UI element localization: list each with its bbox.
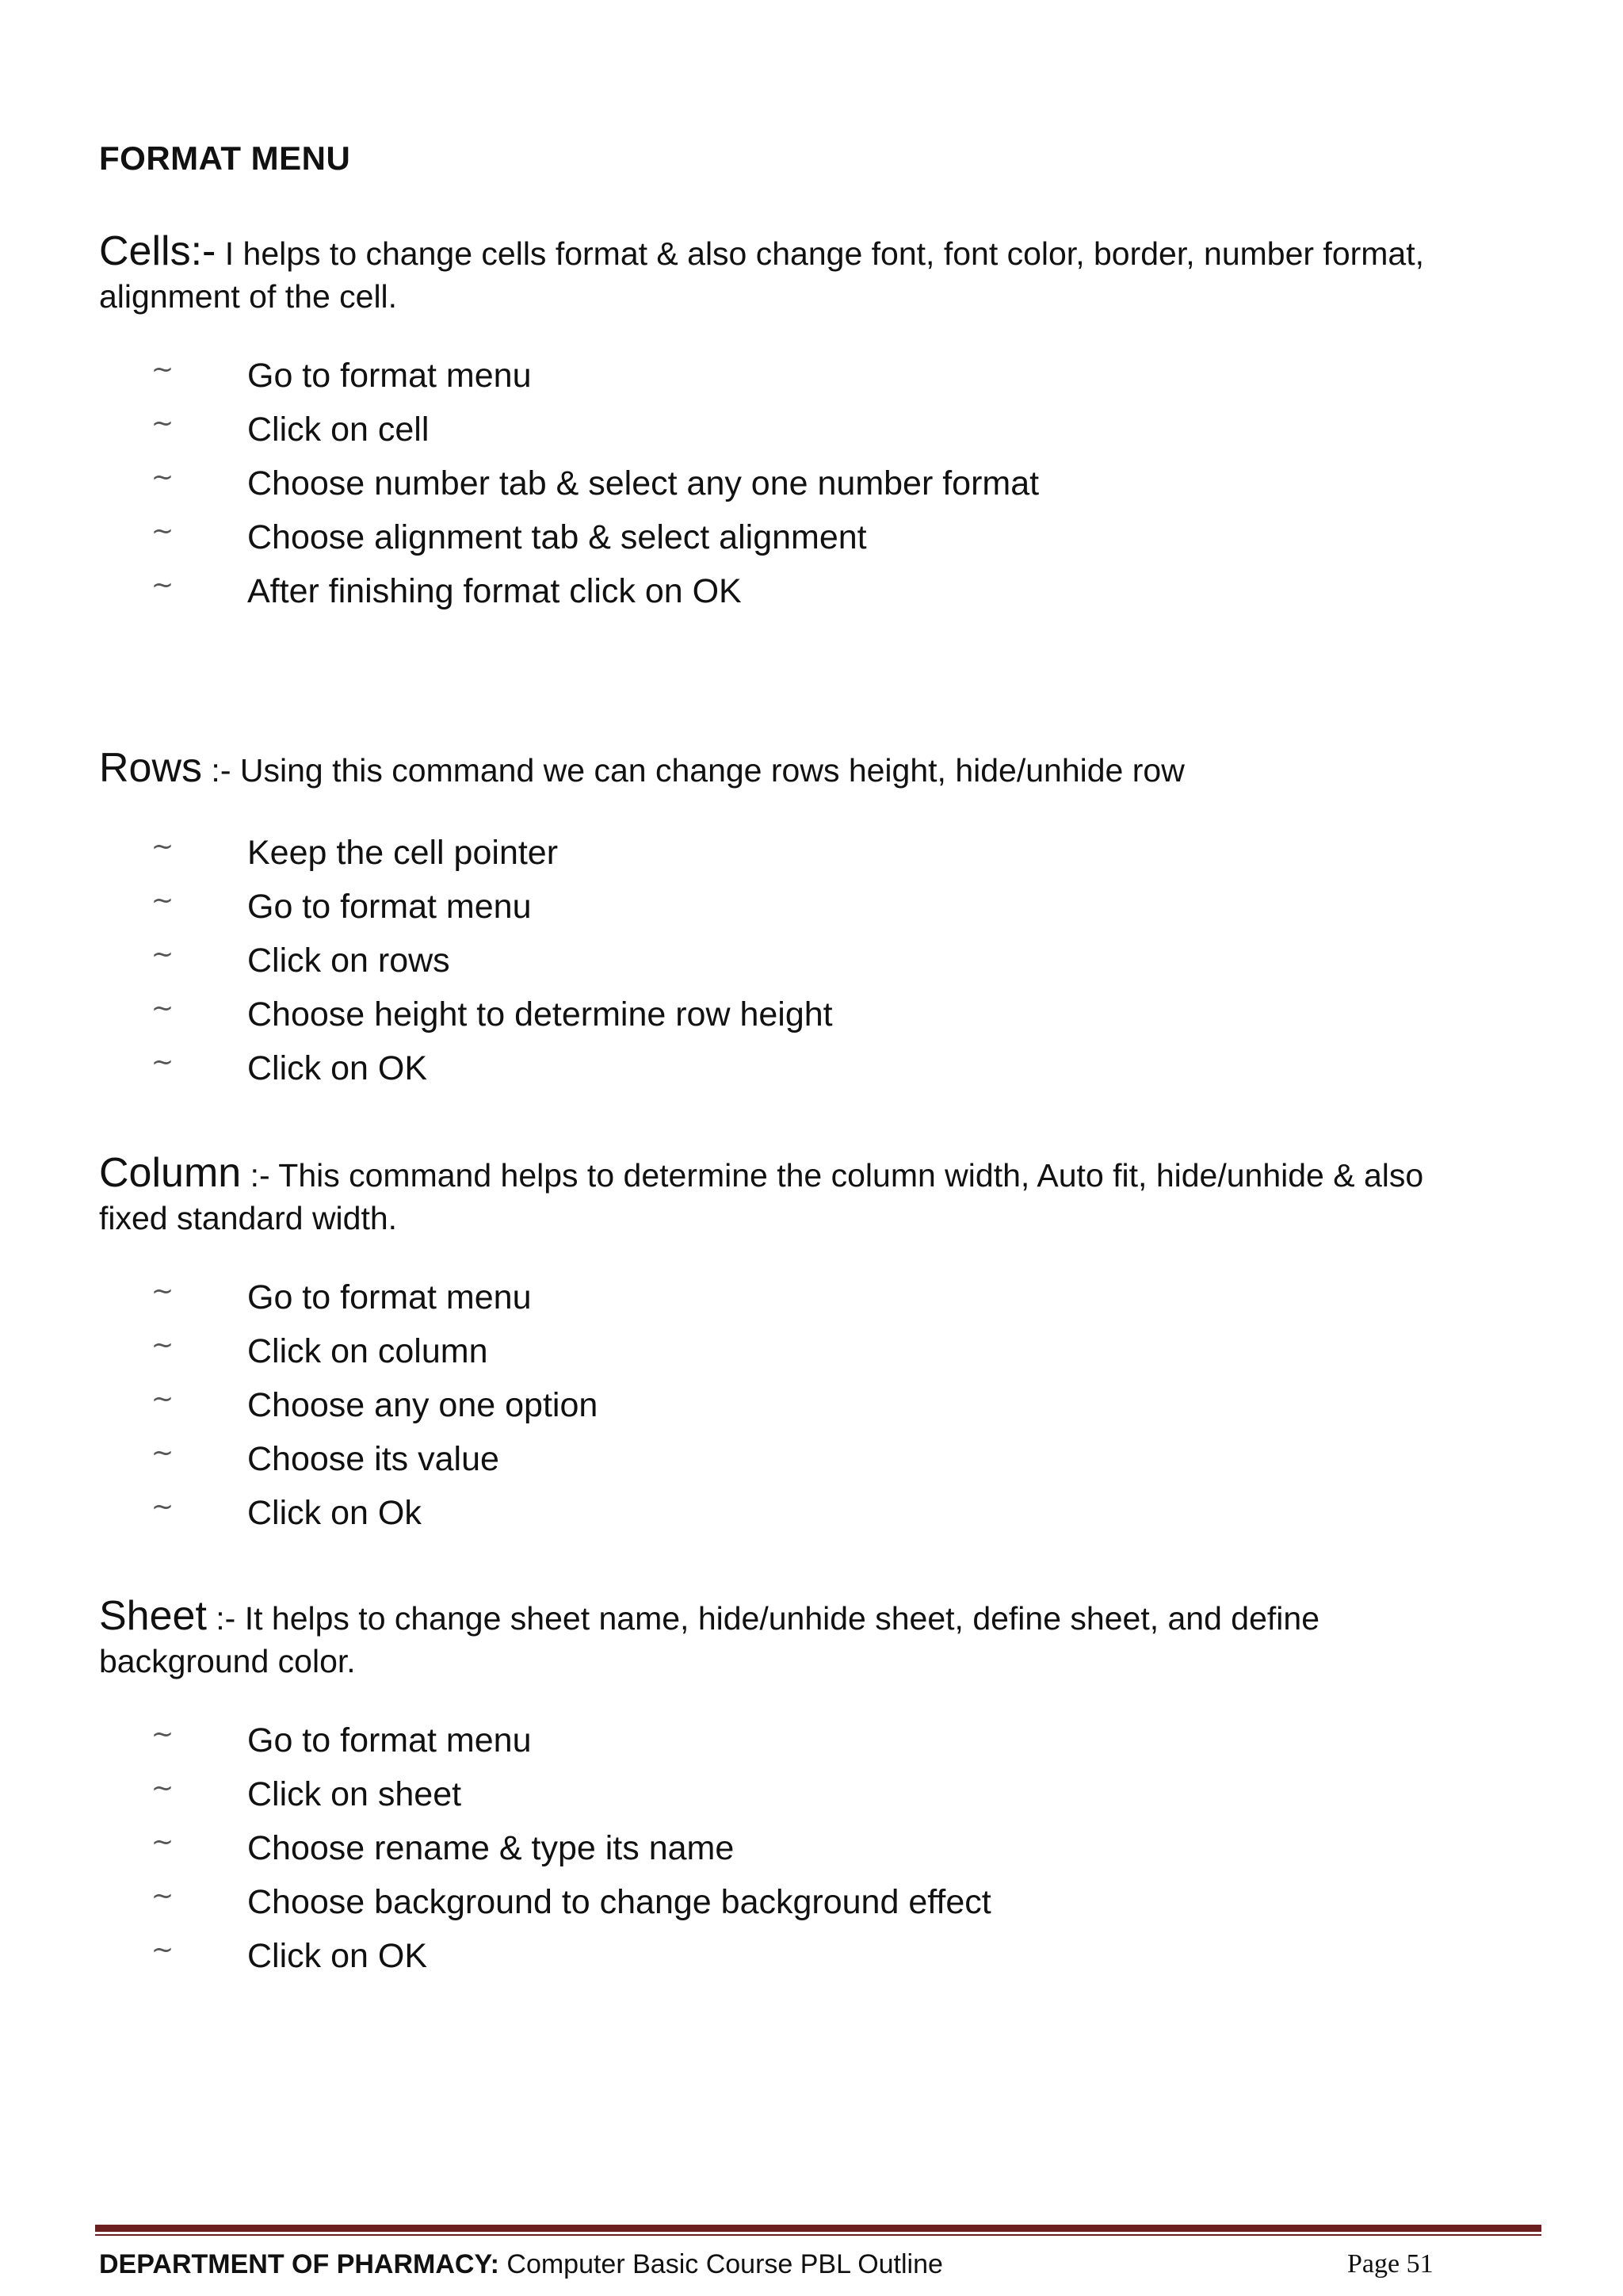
list-item <box>147 510 1415 564</box>
page-number: Page 51 <box>1347 2249 1434 2279</box>
footer-divider-thin <box>95 2234 1541 2236</box>
list-item <box>147 349 1415 403</box>
list-item <box>147 1767 1415 1821</box>
tilde-bullet-icon: ~ <box>151 831 174 862</box>
step-text: Go to format menu <box>247 1721 532 1759</box>
step-text: Go to format menu <box>247 1278 532 1316</box>
tilde-bullet-icon: ~ <box>151 1491 174 1522</box>
list-item <box>147 988 1415 1041</box>
tilde-bullet-icon: ~ <box>151 1718 174 1750</box>
footer-divider <box>95 2225 1541 2232</box>
section-sheet <box>99 1593 1462 1975</box>
section-description: I helps to change cells format & also change font, font color, border, number format, alignment of the cell. <box>99 235 1425 315</box>
step-text: Click on OK <box>247 1049 428 1087</box>
tilde-bullet-icon: ~ <box>151 1437 174 1469</box>
tilde-bullet-icon: ~ <box>151 1046 174 1078</box>
section-cells <box>99 228 1462 610</box>
tilde-bullet-icon: ~ <box>151 515 174 547</box>
tilde-bullet-icon: ~ <box>151 1934 174 1966</box>
step-text: Choose alignment tab & select alignment <box>247 518 867 556</box>
step-text: Choose any one option <box>247 1386 598 1424</box>
tilde-bullet-icon: ~ <box>151 1880 174 1912</box>
tilde-bullet-icon: ~ <box>151 353 174 385</box>
list-item <box>147 1270 1415 1324</box>
step-text: Click on column <box>247 1332 488 1370</box>
tilde-bullet-icon: ~ <box>151 461 174 493</box>
step-list <box>147 1713 1415 1983</box>
tilde-bullet-icon: ~ <box>151 938 174 970</box>
section-term: Column <box>99 1150 242 1196</box>
tilde-bullet-icon: ~ <box>151 1275 174 1307</box>
tilde-bullet-icon: ~ <box>151 1772 174 1804</box>
step-list <box>147 826 1415 1095</box>
step-list <box>147 349 1415 618</box>
section-column <box>99 1150 1462 1532</box>
tilde-bullet-icon: ~ <box>151 1826 174 1858</box>
list-item <box>147 1929 1415 1983</box>
tilde-bullet-icon: ~ <box>151 1329 174 1361</box>
list-item <box>147 457 1415 510</box>
step-text: Choose its value <box>247 1440 499 1478</box>
section-intro <box>99 1152 1462 1240</box>
step-text: Go to format menu <box>247 357 532 395</box>
tilde-bullet-icon: ~ <box>151 992 174 1024</box>
section-description: Using this command we can change rows height, hide/unhide row <box>231 752 1185 789</box>
step-text: Click on OK <box>247 1937 428 1975</box>
section-intro <box>99 747 1462 792</box>
list-item <box>147 880 1415 934</box>
list-item <box>147 1432 1415 1486</box>
list-item <box>147 1486 1415 1540</box>
list-item <box>147 403 1415 457</box>
section-intro <box>99 1595 1462 1683</box>
tilde-bullet-icon: ~ <box>151 407 174 439</box>
step-text: Go to format menu <box>247 888 532 926</box>
footer-course: Computer Basic Course PBL Outline <box>498 2249 943 2279</box>
tilde-bullet-icon: ~ <box>151 884 174 916</box>
section-term: Cells:- <box>99 228 216 274</box>
section-intro <box>99 230 1462 318</box>
step-text: After finishing format click on OK <box>247 572 742 610</box>
step-text: Choose number tab & select any one number format <box>247 464 1040 502</box>
list-item <box>147 564 1415 618</box>
section-description: It helps to change sheet name, hide/unhide sheet, define sheet, and define background color. <box>99 1600 1320 1679</box>
step-text: Click on sheet <box>247 1775 462 1813</box>
section-description: This command helps to determine the column width, Auto fit, hide/unhide & also fixed standard width. <box>99 1157 1424 1236</box>
step-text: Click on Ok <box>247 1494 422 1532</box>
list-item <box>147 1821 1415 1875</box>
step-text: Choose rename & type its name <box>247 1829 735 1867</box>
list-item <box>147 1713 1415 1767</box>
step-text: Click on cell <box>247 411 430 449</box>
section-rows <box>99 745 1462 1087</box>
list-item <box>147 826 1415 880</box>
section-term: Rows <box>99 745 203 791</box>
list-item <box>147 934 1415 988</box>
tilde-bullet-icon: ~ <box>151 1383 174 1415</box>
list-item <box>147 1041 1415 1095</box>
footer-title <box>99 2249 943 2280</box>
section-separator: :- <box>206 1600 236 1637</box>
section-separator: :- <box>202 752 231 789</box>
list-item <box>147 1324 1415 1378</box>
step-list <box>147 1270 1415 1540</box>
section-separator: :- <box>241 1157 270 1194</box>
step-text: Choose background to change background effect <box>247 1883 991 1921</box>
list-item <box>147 1378 1415 1432</box>
section-term: Sheet <box>99 1593 207 1639</box>
tilde-bullet-icon: ~ <box>151 569 174 601</box>
footer-department: DEPARTMENT OF PHARMACY: <box>99 2249 499 2279</box>
step-text: Click on rows <box>247 942 450 980</box>
step-text: Choose height to determine row height <box>247 995 833 1033</box>
step-text: Keep the cell pointer <box>247 834 559 872</box>
page-heading: FORMAT MENU <box>99 139 351 177</box>
list-item <box>147 1875 1415 1929</box>
